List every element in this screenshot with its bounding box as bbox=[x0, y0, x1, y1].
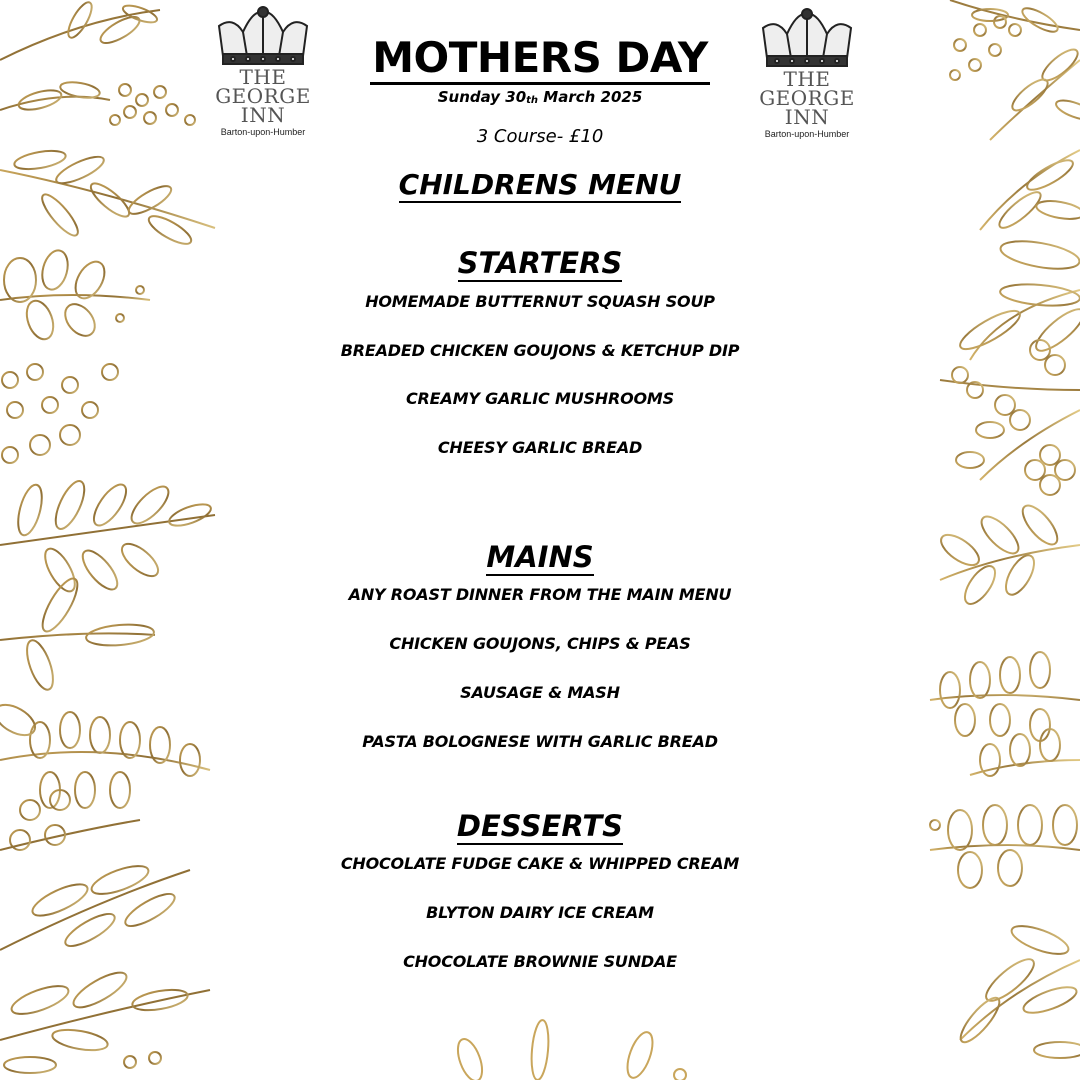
event-date-rest: March 2025 bbox=[538, 88, 643, 106]
section-heading-starters bbox=[0, 244, 1080, 282]
menu-title-text: CHILDRENS MENU bbox=[398, 168, 682, 201]
menu-item: CHOCOLATE FUDGE CAKE & WHIPPED CREAM bbox=[340, 854, 740, 873]
page-title-text: MOTHERS DAY bbox=[370, 33, 709, 85]
menu-title bbox=[0, 166, 1080, 204]
page-title bbox=[0, 34, 1080, 82]
menu-item: ANY ROAST DINNER FROM THE MAIN MENU bbox=[348, 585, 732, 604]
menu-item: CHOCOLATE BROWNIE SUNDAE bbox=[403, 952, 677, 971]
logo-name-line3: INN bbox=[240, 103, 286, 127]
section-heading-text: DESSERTS bbox=[456, 809, 624, 843]
logo-name-line2: GEORGE bbox=[759, 86, 855, 110]
logo-place: Barton-upon-Humber bbox=[764, 129, 850, 139]
menu-item: CREAMY GARLIC MUSHROOMS bbox=[406, 389, 674, 408]
menu-item: BLYTON DAIRY ICE CREAM bbox=[426, 903, 654, 922]
event-date bbox=[0, 84, 1080, 110]
menu-item: SAUSAGE & MASH bbox=[460, 683, 620, 702]
logo-name-line3: INN bbox=[784, 105, 830, 129]
menu-item: PASTA BOLOGNESE WITH GARLIC BREAD bbox=[362, 732, 718, 751]
logo-name-line1: THE bbox=[783, 67, 831, 91]
logo-name-line2: GEORGE bbox=[215, 84, 311, 108]
section-heading-desserts bbox=[0, 807, 1080, 845]
menu-item: HOMEMADE BUTTERNUT SQUASH SOUP bbox=[365, 292, 715, 311]
menu-item: CHICKEN GOUJONS, CHIPS & PEAS bbox=[389, 634, 691, 653]
section-heading-text: MAINS bbox=[486, 540, 594, 574]
logo-name-line1: THE bbox=[239, 65, 287, 89]
section-heading-mains bbox=[0, 538, 1080, 576]
menu-item: BREADED CHICKEN GOUJONS & KETCHUP DIP bbox=[340, 341, 740, 360]
event-date-day: Sunday 30 bbox=[437, 88, 527, 106]
menu-item: CHEESY GARLIC BREAD bbox=[437, 438, 643, 457]
event-date-suffix: th bbox=[526, 95, 539, 106]
floral-bottom-center bbox=[440, 1000, 700, 1080]
section-heading-text: STARTERS bbox=[457, 246, 623, 280]
logo-place: Barton-upon-Humber bbox=[220, 127, 306, 137]
price-text: 3 Course- £10 bbox=[476, 126, 604, 147]
